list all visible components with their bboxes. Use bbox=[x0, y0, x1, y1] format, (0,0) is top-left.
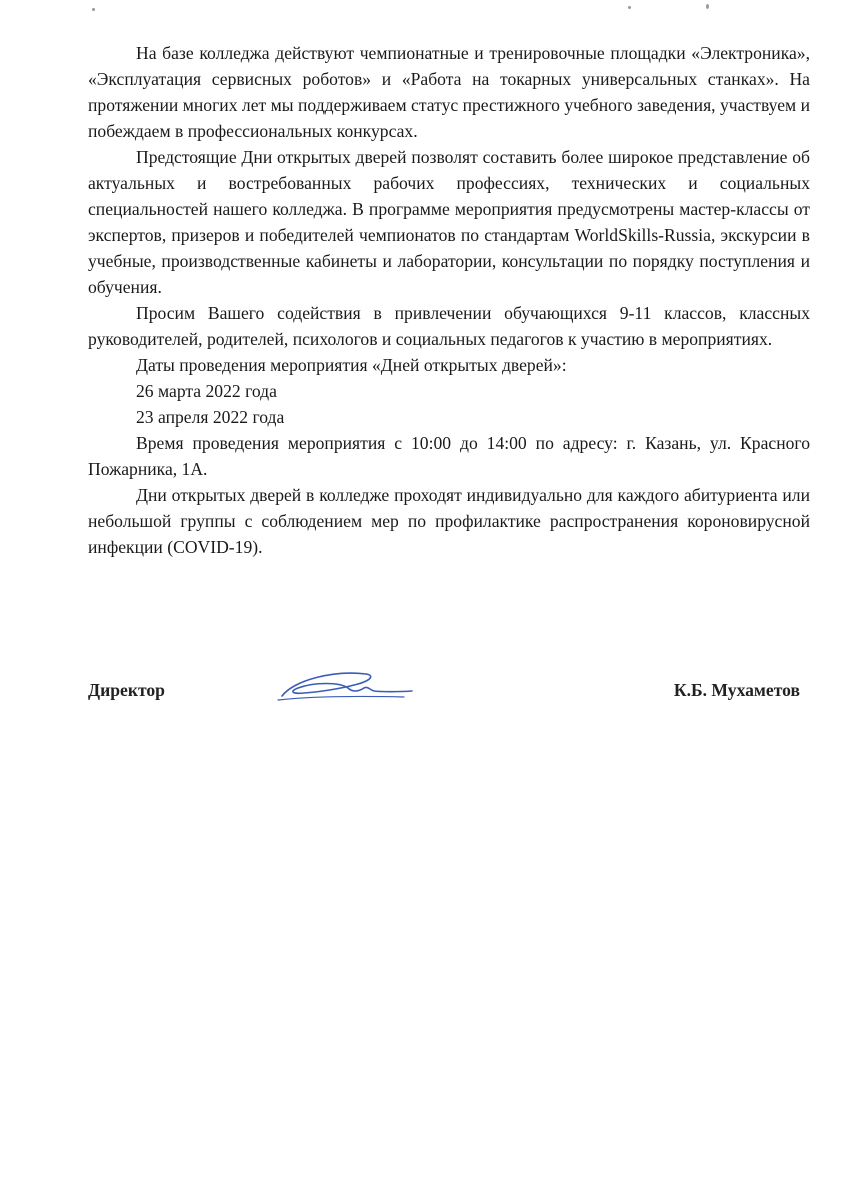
handwritten-signature bbox=[274, 666, 414, 710]
date-item-1: 26 марта 2022 года bbox=[136, 381, 277, 401]
paragraph-request: Просим Вашего содействия в привлечении обучающихся 9-11 классов, классных руководителей, родителей, психологов и социальных педагогов к участию в мероприятиях. bbox=[88, 303, 810, 349]
paragraph-time-address: Время проведения мероприятия с 10:00 до 14:00 по адресу: г. Казань, ул. Красного Пожарника, 1А. bbox=[88, 433, 810, 479]
paragraph-open-days: Предстоящие Дни открытых дверей позволят составить более широкое представление об актуальных и востребованных рабочих профессиях, технических и социальных специальностей нашего колледжа. В программе мероприятия предусмотрены мастер-классы от экспертов, призеров и победителей чемпионатов по стандартам WorldSkills-Russia, экскурсии в учебные, производственные кабинеты и лаборатории, консультации по порядку поступления и обучения. bbox=[88, 147, 810, 297]
dates-heading: Даты проведения мероприятия «Дней открытых дверей»: bbox=[136, 355, 567, 375]
scan-speck bbox=[706, 4, 709, 9]
scan-speck bbox=[628, 6, 631, 9]
letter-body bbox=[88, 40, 810, 560]
signatory-name: К.Б. Мухаметов bbox=[673, 680, 800, 700]
paragraph-covid: Дни открытых дверей в колледже проходят индивидуально для каждого абитуриента или небольшой группы с соблюдением мер по профилактике распространения короновирусной инфекции (COVID-19). bbox=[88, 485, 810, 557]
paragraph-competition-sites: На базе колледжа действуют чемпионатные и тренировочные площадки «Электроника», «Эксплуатация сервисных роботов» и «Работа на токарных универсальных станках». На протяжении многих лет мы поддерживаем статус престижного учебного заведения, участвуем и побеждаем в профессиональных конкурсах. bbox=[88, 43, 810, 141]
signature-block bbox=[88, 672, 800, 722]
scan-speck bbox=[92, 8, 95, 11]
date-item-2: 23 апреля 2022 года bbox=[136, 407, 285, 427]
signatory-title: Директор bbox=[88, 680, 165, 700]
